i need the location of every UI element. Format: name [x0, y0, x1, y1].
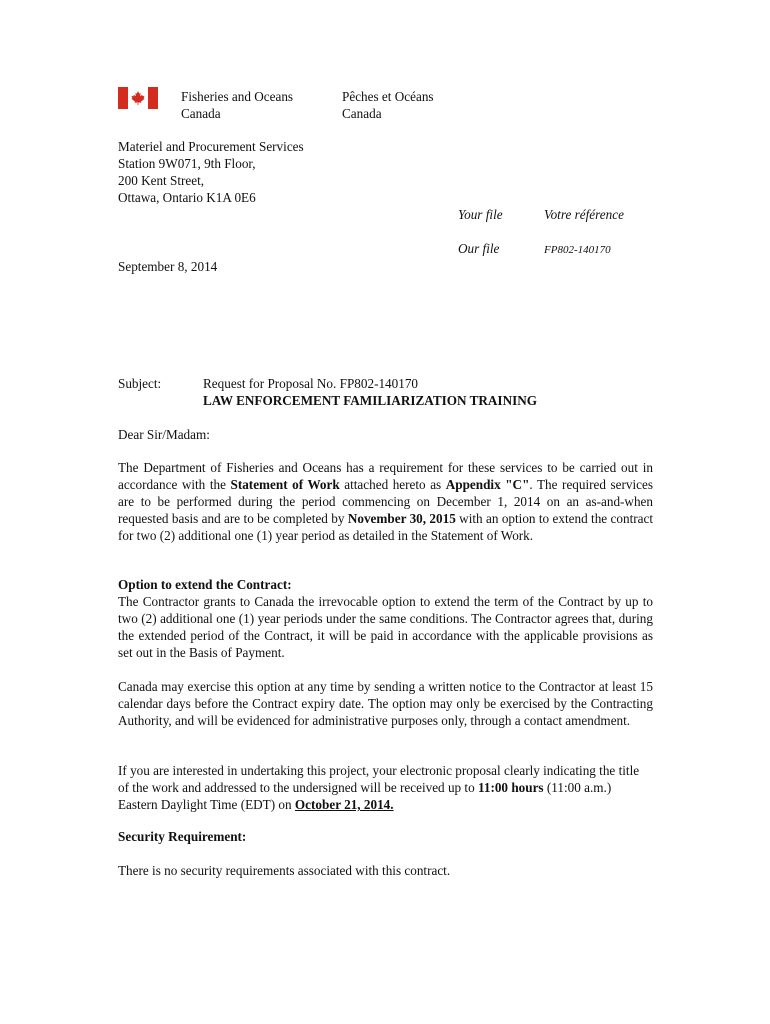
security-heading: Security Requirement:: [118, 829, 247, 844]
votre-reference-label: Votre référence: [544, 207, 624, 222]
address-line: Ottawa, Ontario K1A 0E6: [118, 190, 256, 205]
paragraph-requirement: [118, 459, 653, 544]
department-name-french: [342, 88, 434, 122]
our-file-label: Our file: [458, 241, 500, 256]
salutation: Dear Sir/Madam:: [118, 427, 210, 442]
department-name-english: [181, 88, 293, 122]
p1-appendix: Appendix "C": [445, 477, 530, 492]
paragraph-security: There is no security requirements associated with this contract.: [118, 863, 451, 878]
flag-left-band: [118, 87, 128, 109]
address-line: 200 Kent Street,: [118, 173, 205, 188]
option-heading: Option to extend the Contract:: [118, 577, 292, 592]
p1-text-4: with an option to extend the contract for two (2) additional one (1) year period as detailed in the Statement of Work.: [118, 511, 653, 543]
paragraph-option-exercise: Canada may exercise this option at any time by sending a written notice to the Contractor at least 15 calendar days before the Contract expiry date. The option may only be exercised by the Contracting Authority, and will be evidenced for administrative purposes only, through a contact amendment.: [118, 679, 653, 728]
flag-center: [128, 87, 148, 109]
our-file-number: FP802-140170: [544, 244, 611, 256]
maple-leaf-icon: [130, 90, 146, 106]
address-line: Station 9W071, 9th Floor,: [118, 156, 256, 171]
sender-address: [118, 138, 304, 206]
flag-right-band: [148, 87, 158, 109]
address-line: Materiel and Procurement Services: [118, 139, 304, 154]
paragraph-option-grant: The Contractor grants to Canada the irrevocable option to extend the term of the Contract by up to two (2) additional one (1) year periods under the same conditions. The Contractor agrees that, during the extended period of the Contract, it will be paid in accordance with the applicable provisions as set out in the Basis of Payment.: [118, 594, 653, 660]
p1-text-3: . The required services are to be performed during the period commencing on December 1, 2014 on an as-and-when requested basis and are to be completed by: [118, 477, 653, 526]
subject-label: Subject:: [118, 376, 162, 391]
subject-title: LAW ENFORCEMENT FAMILIARIZATION TRAINING: [203, 393, 538, 408]
p4-text-2: (11:00 a.m.) Eastern Daylight Time (EDT) on: [118, 780, 612, 812]
letter-date: September 8, 2014: [118, 259, 218, 274]
p4-deadline-time: 11:00 hours: [477, 780, 544, 795]
paragraph-proposal-deadline: [118, 762, 653, 813]
p4-text-1: If you are interested in undertaking this project, your electronic proposal clearly indicating the title of the work and addressed to the undersigned will be received up to: [118, 763, 640, 795]
dept-en-line2: Canada: [181, 106, 221, 121]
p1-end-date: November 30, 2015: [347, 511, 456, 526]
p1-statement-of-work: Statement of Work: [230, 477, 340, 492]
dept-en-line1: Fisheries and Oceans: [181, 89, 294, 104]
dept-fr-line2: Canada: [342, 106, 382, 121]
p1-text-1: The Department of Fisheries and Oceans has a requirement for these services to be carried out in accordance with the: [118, 460, 653, 492]
canada-flag-icon: [118, 87, 158, 109]
p1-text-2: attached hereto as: [339, 477, 446, 492]
subject-rfp-number: Request for Proposal No. FP802-140170: [203, 376, 419, 391]
p4-deadline-date: October 21, 2014.: [294, 797, 394, 812]
dept-fr-line1: Pêches et Océans: [342, 89, 434, 104]
your-file-label: Your file: [458, 207, 503, 222]
